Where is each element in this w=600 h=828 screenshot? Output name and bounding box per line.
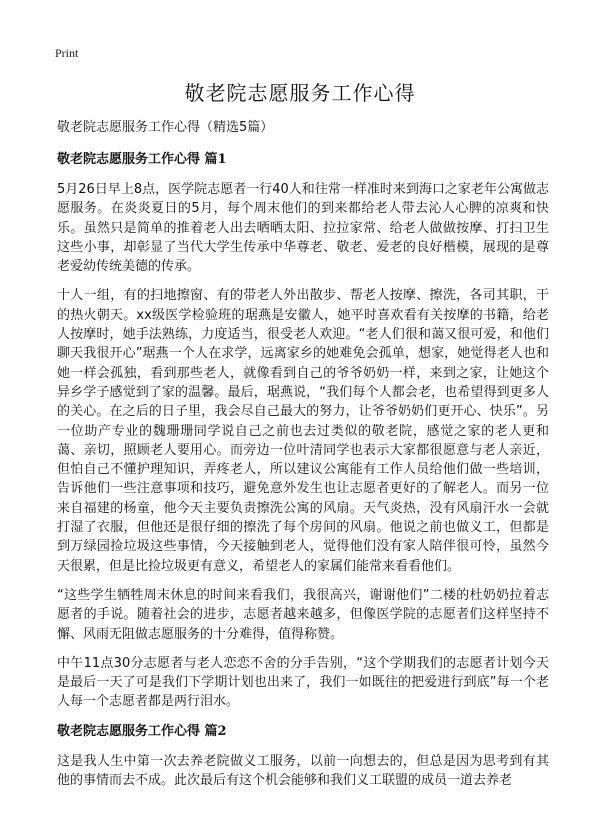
paragraph: 十人一组，有的扫地擦窗、有的带老人外出散步、帮老人按摩、擦洗，各司其职，干的热火朝天。xx级医学检验班的琚燕是安徽人，她平时喜欢看有关按摩的书籍，给老人按摩时，她手法熟练，力度适当，很受老人欢迎。“老人们很和蔼又很可爱，和他们聊天我很开心”琚燕一个人在求学，远离家乡的她难免会孤单，想家，她觉得老人也和她一样会孤独，看到那些老人，就像看到自己的爷爷奶奶一样，来到之家，让她这个异乡学子感觉到了家的温馨。最后，琚燕说，“我们每个人都会老，也希望得到更多人的关心。在之后的日子里，我会尽自己最大的努力，让爷爷奶奶们更开心、快乐”。另一位助产专业的魏珊珊同学说自己之前也去过类似的敬老院，感觉之家的老人更和蔼、亲切，照顾老人要用心。而旁边一位叶清同学也表示大家都很愿意与老人亲近，但怕自己不懂护理知识，弄疼老人，所以建议公寓能有工作人员给他们做一些培训，告诉他们一些注意事项和技巧，避免意外发生也让志愿者更好的了解老人。而另一位来自福建的杨童，他今天主要负责擦洗公寓的风扇。天气炎热，没有风扇汗水一会就打湿了衣服，但他还是很仔细的擦洗了每个房间的风扇。他说之前也做义工，但都是到万绿园捡垃圾这些事情，今天接触到老人，觉得他们没有家人陪伴很可怜，虽然今天很累，但是比捡垃圾更有意义，希望老人的家属们能常来看看他们。 [57, 288, 549, 574]
paragraph: 5月26日早上8点，医学院志愿者一行40人和往常一样准时来到海口之家老年公寓做志愿服务。在炎炎夏日的5月，每个周末他们的到来都给老人带去沁人心脾的凉爽和快乐。虽然只是简单的推着老人出去晒晒太阳、拉拉家常、给老人做做按摩、打扫卫生这些小事，却彰显了当代大学生传承中华尊老、敬老、爱老的良好楷模，展现的是尊老爱幼传统美德的传承。 [57, 182, 549, 275]
article-subtitle: 敬老院志愿服务工作心得（精选5篇） [57, 120, 274, 135]
article-body [57, 118, 549, 800]
section-heading: 敬老院志愿服务工作心得 篇2 [57, 723, 227, 739]
section-heading: 敬老院志愿服务工作心得 篇1 [57, 152, 227, 167]
paragraph: “这些学生牺牲周末休息的时间来看我们，我很高兴，谢谢他们”二楼的杜奶奶拉着志愿者的手说。随着社会的进步，志愿者越来越多，但像医学院的志愿者们这样坚持不懈、风雨无阻做志愿服务的十分难得，值得称赞。 [57, 587, 549, 642]
section-1 [57, 150, 549, 712]
section-2 [57, 722, 549, 791]
paragraph: 中午11点30分志愿者与老人恋恋不舍的分手告别，“这个学期我们的志愿者计划今天是最后一天了可是我们下学期计划也出来了，我们一如既往的把爱进行到底”每一个老人每一个志愿者都是两行泪水。 [57, 655, 549, 710]
print-link[interactable]: Print [55, 46, 79, 60]
page-title: 敬老院志愿服务工作心得 [184, 81, 416, 105]
paragraph: 这是我人生中第一次去养老院做义工服务，以前一向想去的，但总是因为思考到有其他的事情而去不成。此次最后有这个机会能够和我们义工联盟的成员一道去养老 [57, 753, 549, 789]
